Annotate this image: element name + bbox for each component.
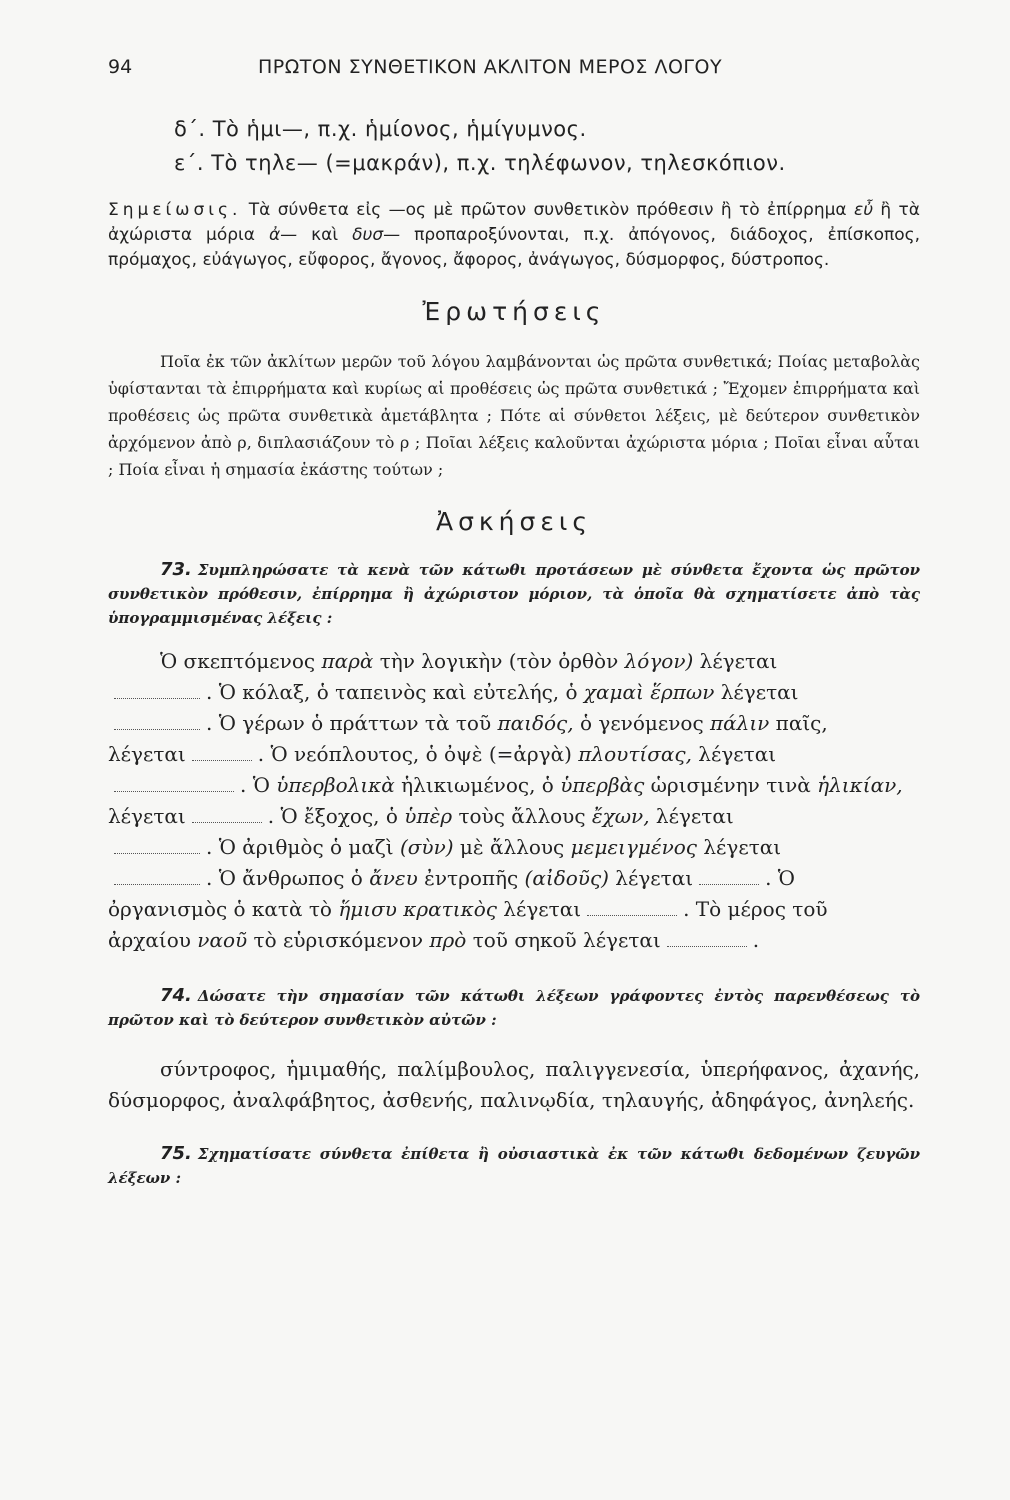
item-epsilon: ε΄. Τὸ τηλε— (=μακράν), π.χ. τηλέφωνον, τηλεσκόπιον. — [174, 151, 786, 175]
page-number: 94 — [108, 56, 133, 78]
blank — [699, 883, 759, 885]
exercise-75-number: 75. — [160, 1143, 192, 1164]
exercises-heading: Ἀσκήσεις — [435, 507, 592, 536]
exercise-74-words: σύντροφος, ἡμιμαθής, παλίμβουλος, παλιγγενεσία, ὑπερήφανος, ἀχανής, δύσμορφος, ἀναλφάβητος, ἀσθενής, παλινῳδία, τηλαυγής, ἀδηφάγος, ἀνηλεής. — [108, 1057, 920, 1112]
questions-text: Ποῖα ἐκ τῶν ἀκλίτων μερῶν τοῦ λόγου λαμβάνονται ὡς πρῶτα συνθετικά; Ποίας μεταβολὰς ὑφίστανται τὰ ἐπιρρήματα καὶ κυρίως αἱ προθέσεις ὡς πρῶτα συνθετικά ; Ἔχομεν ἐπιρρήματα καὶ προθέσεις ὡς πρῶτα συνθετικὰ ἀμετάβλητα ; Πότε αἱ σύνθετοι λέξεις, μὲ δεύτερον συνθετικὸν ἀρχόμενον ἀπὸ ρ, διπλασιάζουν τὸ ρ ; Ποῖαι λέξεις καλοῦνται ἀχώριστα μόρια ; Ποῖαι εἶναι αὗται ; Ποία εἶναι ἡ σημασία ἑκάστης τούτων ; — [108, 352, 920, 479]
exercise-73-instruction: 73. Συμπληρώσατε τὰ κενὰ τῶν κάτωθι προτάσεων μὲ σύνθετα ἔχοντα ὡς πρῶτον συνθετικὸν πρόθεσιν, ἐπίρρημα ἢ ἀχώριστον μόριον, τὰ ὁποῖα θὰ σχηματίσετε ἀπὸ τὰς ὑπογραμμισμένας λέξεις : — [108, 559, 920, 627]
running-title: ΠΡΩΤΟΝ ΣΥΝΘΕΤΙΚΟΝ ΑΚΛΙΤΟΝ ΜΕΡΟΣ ΛΟΓΟΥ — [258, 56, 723, 78]
exercise-75-instruction: 75. Σχηματίσατε σύνθετα ἐπίθετα ἢ οὐσιαστικὰ ἐκ τῶν κάτωθι δεδομένων ζευγῶν λέξεων : — [108, 1143, 920, 1187]
item-delta: δ΄. Τὸ ἡμι—, π.χ. ἡμίονος, ἡμίγυμνος. — [174, 117, 587, 141]
blank — [667, 945, 747, 947]
blank — [114, 697, 200, 699]
exercise-74-number: 74. — [160, 985, 192, 1006]
exercise-73-number: 73. — [160, 559, 192, 580]
blank — [114, 728, 200, 730]
exercise-73-text: Ὁ σκεπτόμενος παρὰ τὴν λογικὴν (τὸν ὀρθὸν λόγον) λέγεται . Ὁ κόλαξ, ὁ ταπεινὸς καὶ εὐτελής, ὁ χαμαὶ ἕρπων λέγεται . Ὁ γέρων ὁ πράττων τὰ τοῦ παιδός, ὁ γενόμενος πάλιν παῖς, λέγεται . Ὁ νεόπλουτος, ὁ ὀψὲ (=ἀργὰ) πλουτίσας, λέγεται . Ὁ ὑπερβολικὰ ἡλικιωμένος, ὁ ὑπερβὰς ὡρισμένην τινὰ ἡλικίαν, λέγεται . Ὁ ἔξοχος, ὁ ὑπὲρ τοὺς ἄλλους ἔχων, λέγεται . Ὁ ἀριθμὸς ὁ μαζὶ (σὺν) μὲ ἄλλους μεμειγμένος λέγεται . Ὁ ἄνθρωπος ὁ ἄνευ ἐντροπῆς (αἰδοῦς) λέγεται . Ὁ ὀργανισμὸς ὁ κατὰ τὸ ἥμισυ κρατικὸς λέγεται . Τὸ μέρος τοῦ ἀρχαίου ναοῦ τὸ εὑρισκόμενον πρὸ τοῦ σηκοῦ λέγεται . — [108, 649, 903, 952]
blank — [114, 790, 234, 792]
book-page — [108, 56, 920, 1190]
blank — [192, 759, 252, 761]
blank — [587, 914, 677, 916]
questions-heading: Ἐρωτήσεις — [422, 297, 606, 326]
note-label: Σημείωσις. — [108, 200, 242, 220]
blank — [114, 852, 200, 854]
blank — [192, 821, 262, 823]
exercise-74-instruction: 74. Δώσατε τὴν σημασίαν τῶν κάτωθι λέξεων γράφοντες ἐντὸς παρενθέσεως τὸ πρῶτον καὶ τὸ δεύτερον συνθετικὸν αὐτῶν : — [108, 985, 920, 1029]
blank — [114, 883, 200, 885]
page-header — [108, 56, 920, 78]
note-paragraph: Σημείωσις. Τὰ σύνθετα εἰς —ος μὲ πρῶτον συνθετικὸν πρόθεσιν ἢ τὸ ἐπίρρημα εὖ ἢ τὰ ἀχώριστα μόρια ἀ— καὶ δυσ— προπαροξύνονται, π.χ. ἀπόγονος, διάδοχος, ἐπίσκοπος, πρόμαχος, εὐάγωγος, εὔφορος, ἄγονος, ἄφορος, ἀνάγωγος, δύσμορφος, δύστροπος. — [108, 200, 921, 270]
